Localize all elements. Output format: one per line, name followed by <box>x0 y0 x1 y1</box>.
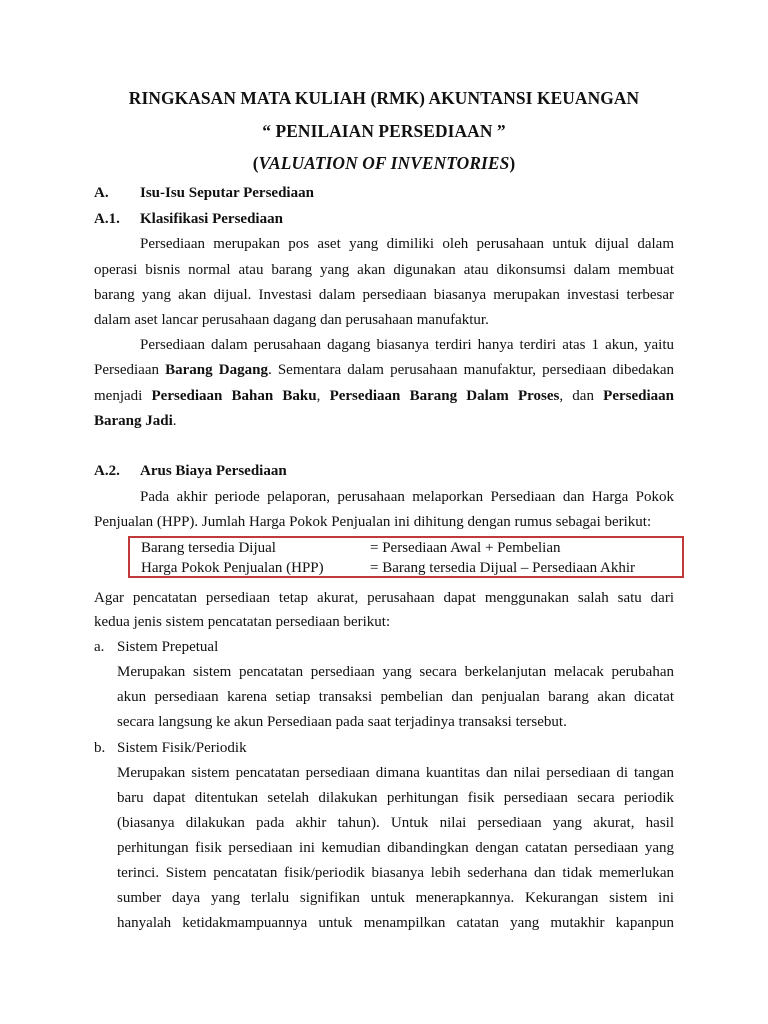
paragraph-line: Persediaan dalam perusahaan dagang biasanya terdiri hanya terdiri atas 1 akun, yaitu <box>140 337 674 353</box>
paragraph-line: Persediaan merupakan pos aset yang dimiliki oleh perusahaan untuk dijual dalam <box>140 236 674 252</box>
paragraph-line: Penjualan (HPP). Jumlah Harga Pokok Penjualan ini dihitung dengan rumus sebagai berikut: <box>94 514 652 530</box>
paragraph-line: kedua jenis sistem pencatatan persediaan berikut: <box>94 614 391 630</box>
paragraph-line: akun persediaan karena setiap transaksi pembelian dan penjualan barang akan dicatat <box>117 689 674 705</box>
paragraph-line: Agar pencatatan persediaan tetap akurat, perusahaan dapat menggunakan salah satu dari <box>94 590 674 606</box>
list-item-title: Sistem Fisik/Periodik <box>117 740 247 756</box>
paragraph-line: barang yang akan dijual. Investasi dalam persediaan biasanya merupakan investasi terbesar <box>94 287 674 303</box>
text-run: Persediaan <box>94 362 166 378</box>
paragraph-line <box>94 387 674 405</box>
paragraph-line: perhitungan fisik persediaan ini kemudian dibandingkan dengan catatan persediaan yang <box>117 840 674 856</box>
paragraph-line: baru dapat ditentukan setelah dilakukan perhitungan fisik persediaan secara periodik <box>117 790 674 806</box>
section-title: Klasifikasi Persediaan <box>140 211 283 227</box>
paragraph-line <box>94 412 674 430</box>
paragraph-line: terinci. Sistem pencatatan fisik/periodik biasanya lebih sederhana dan tidak memerlukan <box>117 865 674 881</box>
paragraph-line: hanyalah ketidakmampuannya untuk menampilkan catatan yang mutakhir kapanpun <box>117 915 674 931</box>
paragraph-line: sumber daya yang terlalu signifikan untuk menerapkannya. Kekurangan sistem ini <box>117 890 674 906</box>
term-barang-jadi: Barang Jadi <box>94 413 173 429</box>
list-marker: b. <box>94 740 106 756</box>
section-title: Isu-Isu Seputar Persediaan <box>140 185 314 201</box>
term-persediaan: Persediaan <box>603 388 674 404</box>
document-subtitle-english <box>0 153 768 174</box>
subtitle-italic: VALUATION OF INVENTORIES <box>258 153 510 173</box>
term-barang-dalam-proses: Persediaan Barang Dalam Proses <box>329 388 560 404</box>
paragraph-line: Pada akhir periode pelaporan, perusahaan melaporkan Persediaan dan Harga Pokok <box>140 489 674 505</box>
paragraph-line: dalam aset lancar perusahaan dagang dan perusahaan manufaktur. <box>94 312 489 328</box>
list-item-title: Sistem Prepetual <box>117 639 219 655</box>
text-run: menjadi <box>94 388 152 404</box>
formula-left: Harga Pokok Penjualan (HPP) <box>141 560 324 576</box>
paragraph-line: secara langsung ke akun Persediaan pada saat terjadinya transaksi tersebut. <box>117 714 567 730</box>
formula-right: = Barang tersedia Dijual – Persediaan Akhir <box>370 560 636 576</box>
formula-left: Barang tersedia Dijual <box>141 540 276 556</box>
paragraph-line <box>94 361 674 379</box>
paren-close: ) <box>509 153 516 173</box>
text-run: , dan <box>559 388 604 404</box>
formula-box <box>128 536 684 578</box>
paragraph-line: (biasanya dilakukan pada akhir tahun). Untuk nilai persediaan yang akurat, hasil <box>117 815 674 831</box>
paragraph-line: Merupakan sistem pencatatan persediaan dimana kuantitas dan nilai persediaan di tangan <box>117 765 674 781</box>
paragraph-line: operasi bisnis normal atau barang yang akan digunakan atau dikonsumsi dalam membuat <box>94 262 674 278</box>
text-run: , <box>316 388 330 404</box>
section-number: A. <box>94 185 109 201</box>
section-number: A.2. <box>94 463 120 479</box>
text-run: . Sementara dalam perusahaan manufaktur, persediaan dibedakan <box>267 362 675 378</box>
section-title: Arus Biaya Persediaan <box>140 463 287 479</box>
term-barang-dagang: Barang Dagang <box>165 362 268 378</box>
formula-right: = Persediaan Awal + Pembelian <box>370 540 561 556</box>
text-run: . <box>172 413 177 429</box>
paren-open: ( <box>252 153 259 173</box>
term-bahan-baku: Persediaan Bahan Baku <box>151 388 317 404</box>
section-number: A.1. <box>94 211 120 227</box>
paragraph-line: Merupakan sistem pencatatan persediaan yang secara berkelanjutan melacak perubahan <box>117 664 674 680</box>
document-title: RINGKASAN MATA KULIAH (RMK) AKUNTANSI KEUANGAN <box>128 88 640 108</box>
document-subtitle: “ PENILAIAN PERSEDIAAN ” <box>262 121 506 141</box>
list-marker: a. <box>94 639 105 655</box>
